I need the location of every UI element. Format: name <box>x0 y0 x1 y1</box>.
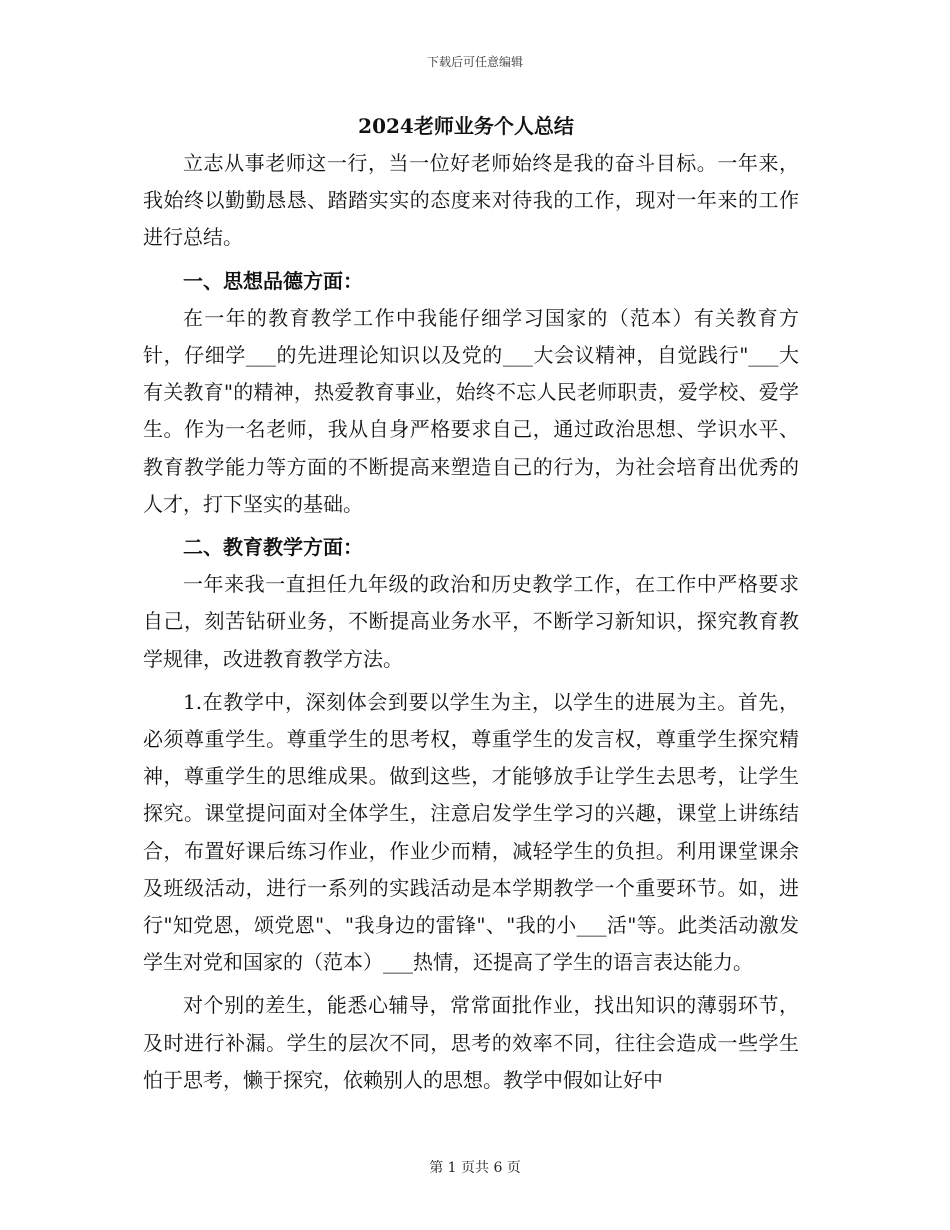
document-body <box>143 108 799 1099</box>
page-header: 下载后可任意编辑 <box>426 55 523 69</box>
section-heading-teaching: 二、教育教学方面： <box>183 535 363 560</box>
intro-paragraph: 立志从事老师这一行，当一位好老师始终是我的奋斗目标。一年来，我始终以勤勤恳恳、踏踏实实的态度来对待我的工作，现对一年来的工作进行总结。 <box>143 151 799 250</box>
paragraph-morality: 在一年的教育教学工作中我能仔细学习国家的（范本）有关教育方针，仔细学___的先进理论知识以及党的___大会议精神，自觉践行"___大有关教育"的精神，热爱教育事业，始终不忘人民老师职责，爱学校、爱学生。作为一名老师，我从自身严格要求自己，通过政治思想、学识水平、教育教学能力等方面的不断提高来塑造自己的行为，为社会培育出优秀的人才，打下坚实的基础。 <box>143 305 799 516</box>
paragraph-item-1: 1.在教学中，深刻体会到要以学生为主，以学生的进展为主。首先，必须尊重学生。尊重学生的思考权，尊重学生的发言权，尊重学生探究精神，尊重学生的思维成果。做到这些，才能够放手让学生去思考，让学生探究。课堂提问面对全体学生，注意启发学生学习的兴趣，课堂上讲练结合，布置好课后练习作业，作业少而精，减轻学生的负担。利用课堂课余及班级活动，进行一系列的实践活动是本学期教学一个重要环节。如，进行"知党恩，颂党恩"、"我身边的雷锋"、"我的小___活"等。此类活动激发学生对党和国家的（范本）___热情，还提高了学生的语言表达能力。 <box>143 689 799 975</box>
page-footer: 第 1 页共 6 页 <box>429 1160 521 1176</box>
paragraph-underachievers: 对个别的差生，能悉心辅导，常常面批作业，找出知识的薄弱环节，及时进行补漏。学生的层次不同，思考的效率不同，往往会造成一些学生怕于思考，懒于探究，依赖别人的思想。教学中假如让好中 <box>143 993 799 1092</box>
paragraph-teaching: 一年来我一直担任九年级的政治和历史教学工作，在工作中严格要求自己，刻苦钻研业务，不断提高业务水平，不断学习新知识，探究教育教学规律，改进教育教学方法。 <box>143 572 799 671</box>
document-title: 2024老师业务个人总结 <box>358 114 574 138</box>
section-heading-morality: 一、思想品德方面： <box>183 268 363 293</box>
